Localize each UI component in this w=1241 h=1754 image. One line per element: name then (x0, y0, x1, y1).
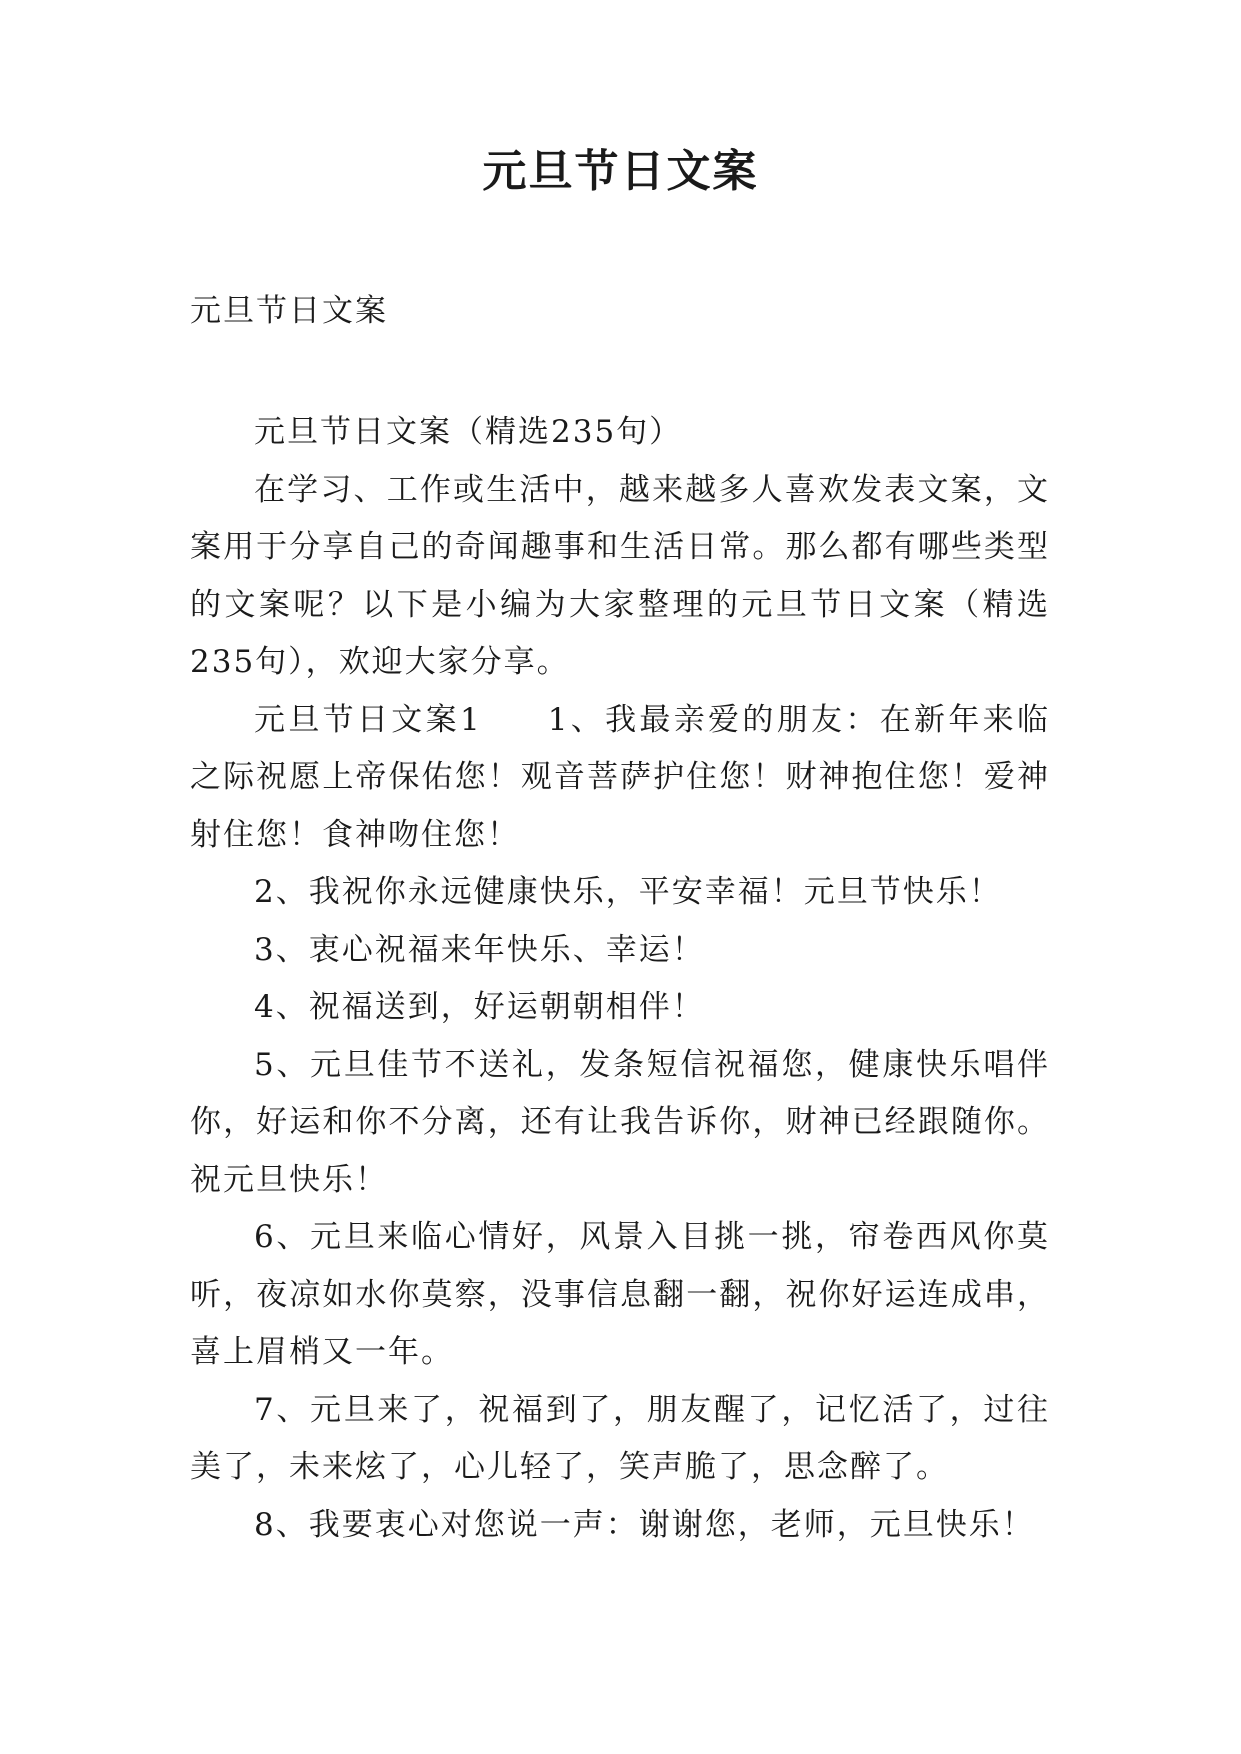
paragraph-item-8: 8、我要衷心对您说一声：谢谢您，老师，元旦快乐！ (254, 1506, 1035, 1543)
paragraph-item-4: 4、祝福送到，好运朝朝相伴！ (254, 989, 705, 1025)
document-subtitle: 元旦节日文案 (190, 293, 388, 329)
item-1-text: 1、我最亲爱的朋友：在新年来临之际祝愿上帝保佑您！观音菩萨护住您！财神抱住您！爱神射住您！食神吻住您！ (190, 701, 1050, 853)
paragraph-item-3: 3、衷心祝福来年快乐、幸运！ (254, 931, 705, 968)
document-title: 元旦节日文案 (482, 146, 759, 197)
document-body (190, 404, 1050, 1554)
paragraph-item-2: 2、我祝你永远健康快乐，平安幸福！元旦节快乐！ (254, 874, 1002, 910)
paragraph-intro-heading: 元旦节日文案（精选235句） (254, 414, 683, 450)
paragraph-item-5: 5、元旦佳节不送礼，发条短信祝福您，健康快乐唱伴你，好运和你不分离，还有让我告诉你，财神已经跟随你。祝元旦快乐！ (190, 1046, 1050, 1198)
section-heading: 元旦节日文案1 (254, 701, 482, 738)
paragraph-intro: 在学习、工作或生活中，越来越多人喜欢发表文案，文案用于分享自己的奇闻趣事和生活日常。那么都有哪些类型的文案呢？以下是小编为大家整理的元旦节日文案（精选235句），欢迎大家分享。 (190, 471, 1050, 680)
paragraph-item-6: 6、元旦来临心情好，风景入目挑一挑，帘卷西风你莫听，夜凉如水你莫察，没事信息翻一翻，祝你好运连成串，喜上眉梢又一年。 (190, 1219, 1050, 1370)
paragraph-item-7: 7、元旦来了，祝福到了，朋友醒了，记忆活了，过往美了，未来炫了，心儿轻了，笑声脆了，思念醉了。 (190, 1391, 1050, 1485)
paragraph-item-1 (190, 692, 1050, 865)
